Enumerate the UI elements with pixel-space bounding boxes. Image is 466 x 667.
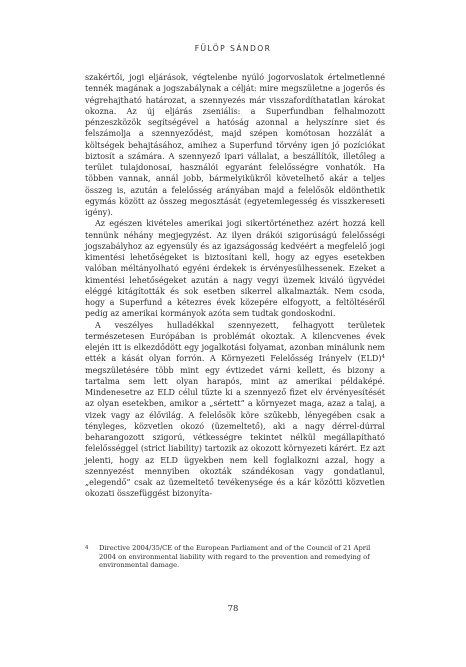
paragraph-3-start: A veszélyes hulladékkal szennyezett, felhagyott területek természetesen Európában is problémát okoztak. A kilencvenes évek elején itt is elkezdődött egy jogalkotási folyamat, azonban minálunk nem ették a kását olyan forrón. A Környezeti Felelősség Irányelv (ELD) bbox=[85, 320, 385, 364]
footnote bbox=[85, 544, 385, 570]
footnote-text: Directive 2004/35/CE of the European Parliament and of the Council of 21 April 2004 on environmental liability with regard to the prevention and remedying of environmental damage. bbox=[99, 544, 371, 570]
page-number: 78 bbox=[227, 604, 239, 614]
paragraph-2: Az egészen kivételes amerikai jogi sikertörténethez azért hozzá kell tennünk néhány megjegyzést. Az ilyen drákói szigorúságú felelősségi jogszabályhoz az egyensúly és az igazságosság kedvéért a megfelelő jogi kimentési lehetőségeket is biztosítani kell, hogy az egyes esetekben valóban méltányolható egyéni érdekek is érvényesülhessenek. Ezeket a kimentési lehetőségeket azután a nagy vegyi üzemek kiváló ügyvédei eléggé kitágították és sok esetben sikerrel alkalmazták. Nem csoda, hogy a Superfund a kétezres évek közepére elfogyott, a feltöltéséről pedig az amerikai kormányok azóta sem tudtak gondoskodni. bbox=[85, 219, 385, 319]
footnote-reference: 4 bbox=[381, 354, 385, 361]
paragraph-3-end: megszületésére több mint egy évtizedet várni kellett, és bizony a tartalma sem lett olyan harapós, mint az amerikai példaképé. Mindenesetre az ELD célul tűzte ki a szennyező fizet elv érvényesítését az olyan esetekben, amikor a „sértett” a környezet maga, azaz a talaj, a vizek vagy az élővilág. A felelősök köre szűkebb, lényegében csak a tényleges, közvetlen okozó (üzemeltető), aki a nagy dérrel-dúrral beharangozott szigorú, vétkességre tekintet nélkül megállapítható felelősséggel (strict liability) tartozik az okozott környezeti kárért. Ez azt jelenti, hogy az ELD ügyekben nem kell foglalkozni azzal, hogy a szennyezést mennyiben okozták szándékosan vagy gondatlanul, „elegendő” csak az üzemeltető tevékenysége és a kár közötti közvetlen okozati összefüggést bizonyíta- bbox=[85, 365, 385, 499]
paragraph-1: szakértői, jogi eljárások, végtelenbe nyúló jogorvoslatok értelmetlenné tennék magának a jogszabálynak a célját: mire megszületne a jogerős és végrehajtható határozat, a szennyezés már visszafordíthatatlan károkat okozna. Az új eljárás zseniális: a Superfundban felhalmozott pénzeszközök segítségével a hatóság azonnal a helyszínre siet és felszámolja a szennyeződést, majd szépen komótosan hozzálát a költségek behajtásához, amihez a Superfund törvény igen jó pozíciókat biztosít a számára. A szennyező ipari vállalat, a beszállítók, illetőleg a terület tulajdonosai, használói egyaránt felelősségre vonhatók. Ha többen vannak, annál jobb, bármelyikükről követelhető akár a teljes összeg is, azután a felelősség arányában majd a felelősök eldönthetik egymás között az összeg megosztását (egyetemlegesség és visszkereseti igény). bbox=[85, 73, 385, 217]
footnote-number: 4 bbox=[85, 545, 89, 551]
running-header: FÜLÖP SÁNDOR bbox=[194, 44, 272, 53]
paragraph-3 bbox=[85, 320, 385, 500]
main-text bbox=[85, 72, 385, 500]
